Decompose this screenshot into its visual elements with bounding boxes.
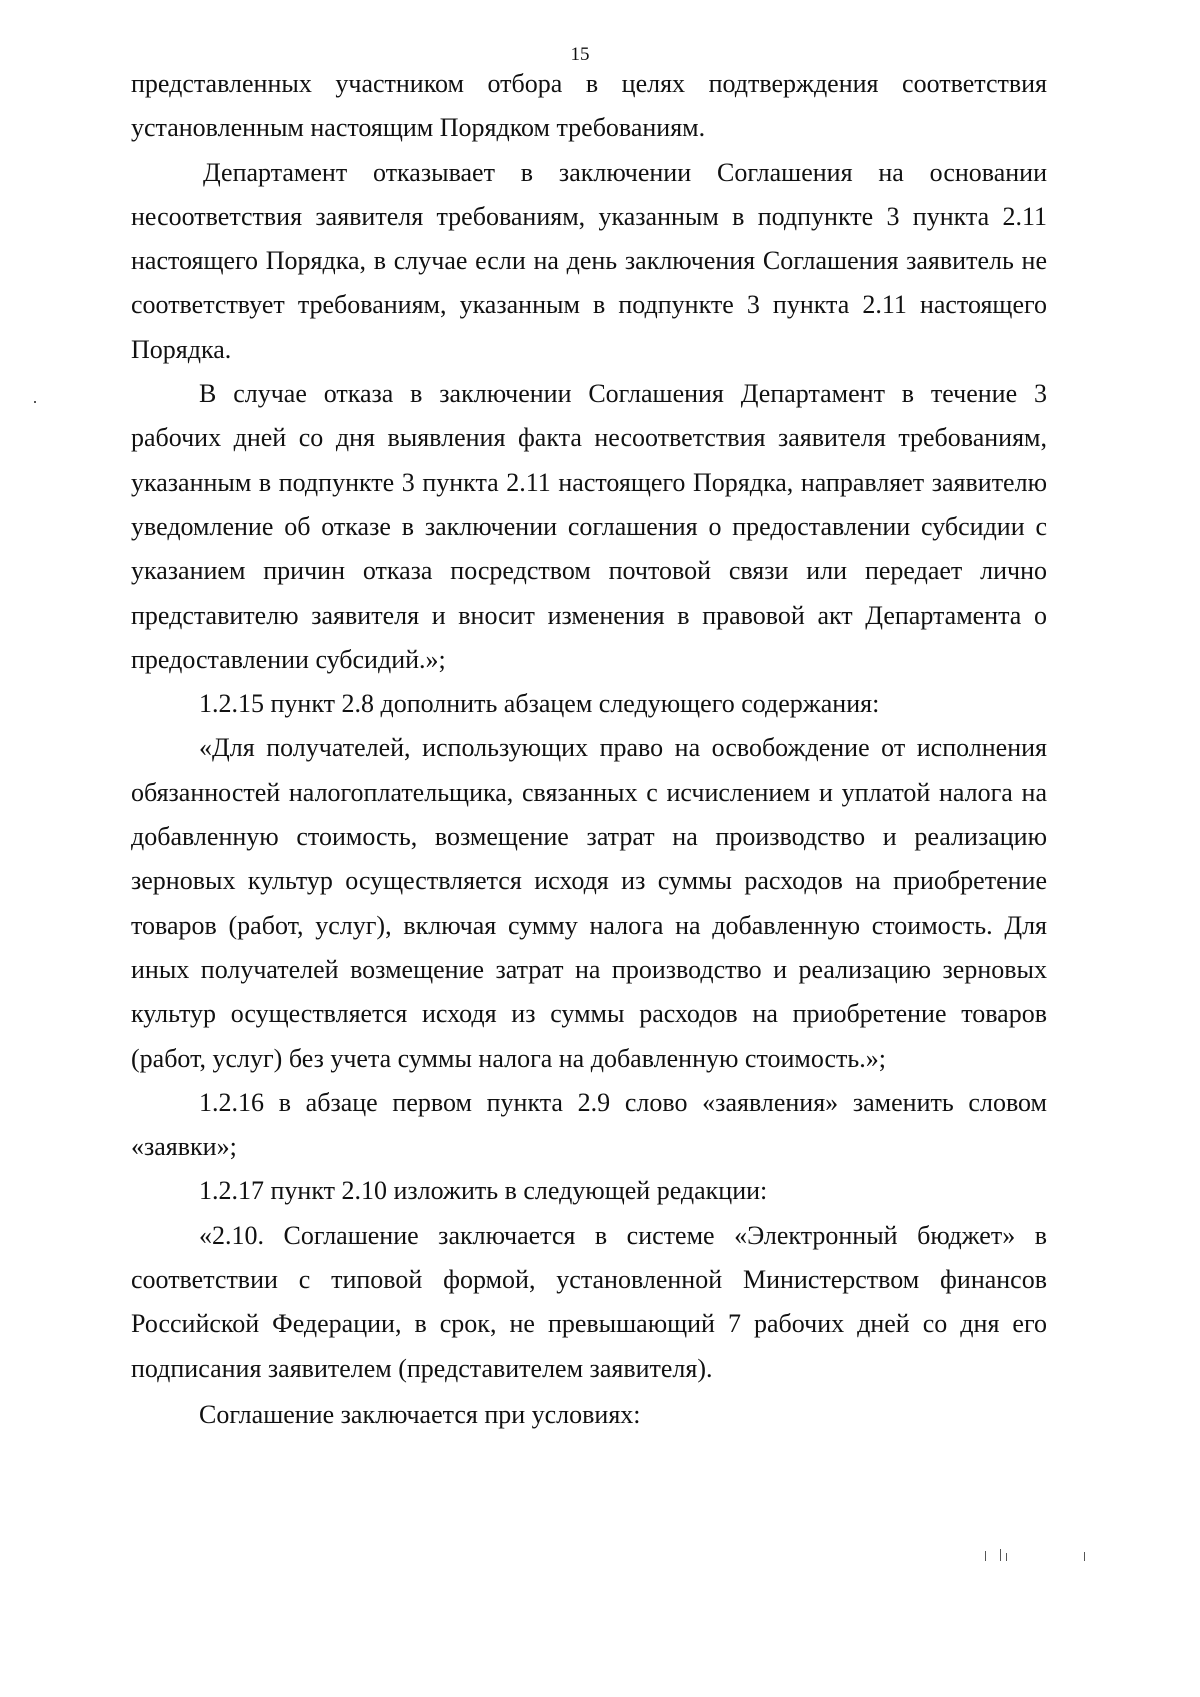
document-body	[131, 62, 1047, 1437]
scan-artifact-left	[34, 401, 36, 403]
paragraph-agreement-2-10: «2.10. Соглашение заключается в системе «Электронный бюджет» в соответствии с типовой формой, установленной Министерством финансов Российской Федерации, в срок, не превышающий 7 рабочих дней со дня его подписания заявителем (представителем заявителя).	[131, 1220, 1047, 1383]
paragraph-item-1-2-16: 1.2.16 в абзаце первом пункта 2.9 слово «заявления» заменить словом «заявки»;	[131, 1087, 1047, 1162]
paragraph-item-1-2-15: 1.2.15 пункт 2.8 дополнить абзацем следующего содержания:	[199, 689, 880, 719]
page-number: 15	[570, 44, 590, 65]
paragraph-item-1-2-17: 1.2.17 пункт 2.10 изложить в следующей редакции:	[199, 1176, 768, 1206]
scan-artifact-bottom-right	[1084, 1552, 1085, 1561]
paragraph-agreement-conditions: Соглашение заключается при условиях:	[199, 1399, 641, 1429]
scan-artifact-bottom-right	[1006, 1553, 1007, 1561]
paragraph-refusal-grounds: Департамент отказывает в заключении Соглашения на основании несоответствия заявителя требованиям, указанным в подпункте 3 пункта 2.11 настоящего Порядка, в случае если на день заключения Соглашения заявитель не соответствует требованиям, указанным в подпункте 3 пункта 2.11 настоящего Порядка.	[131, 157, 1047, 364]
paragraph-refusal-notice: В случае отказа в заключении Соглашения Департамент в течение 3 рабочих дней со дня выявления факта несоответствия заявителя требованиям, указанным в подпункте 3 пункта 2.11 настоящего Порядка, направляет заявителю уведомление об отказе в заключении соглашения о предоставлении субсидии с указанием причин отказа посредством почтовой связи или передает лично представителю заявителя и вносит изменения в правовой акт Департамента о предоставлении субсидий.»;	[131, 379, 1047, 674]
paragraph-continuation: представленных участником отбора в целях подтверждения соответствия установленным настоящим Порядком требованиям.	[131, 69, 1047, 143]
scan-artifact-bottom-right	[985, 1551, 986, 1561]
paragraph-vat-recipients: «Для получателей, использующих право на освобождение от исполнения обязанностей налогоплательщика, связанных с исчислением и уплатой налога на добавленную стоимость, возмещение затрат на производство и реализацию зерновых культур осуществляется исходя из суммы расходов на приобретение товаров (работ, услуг), включая сумму налога на добавленную стоимость. Для иных получателей возмещение затрат на производство и реализацию зерновых культур осуществляется исходя из суммы расходов на приобретение товаров (работ, услуг) без учета суммы налога на добавленную стоимость.»;	[131, 733, 1047, 1073]
scan-artifact-bottom-right	[1000, 1549, 1001, 1561]
